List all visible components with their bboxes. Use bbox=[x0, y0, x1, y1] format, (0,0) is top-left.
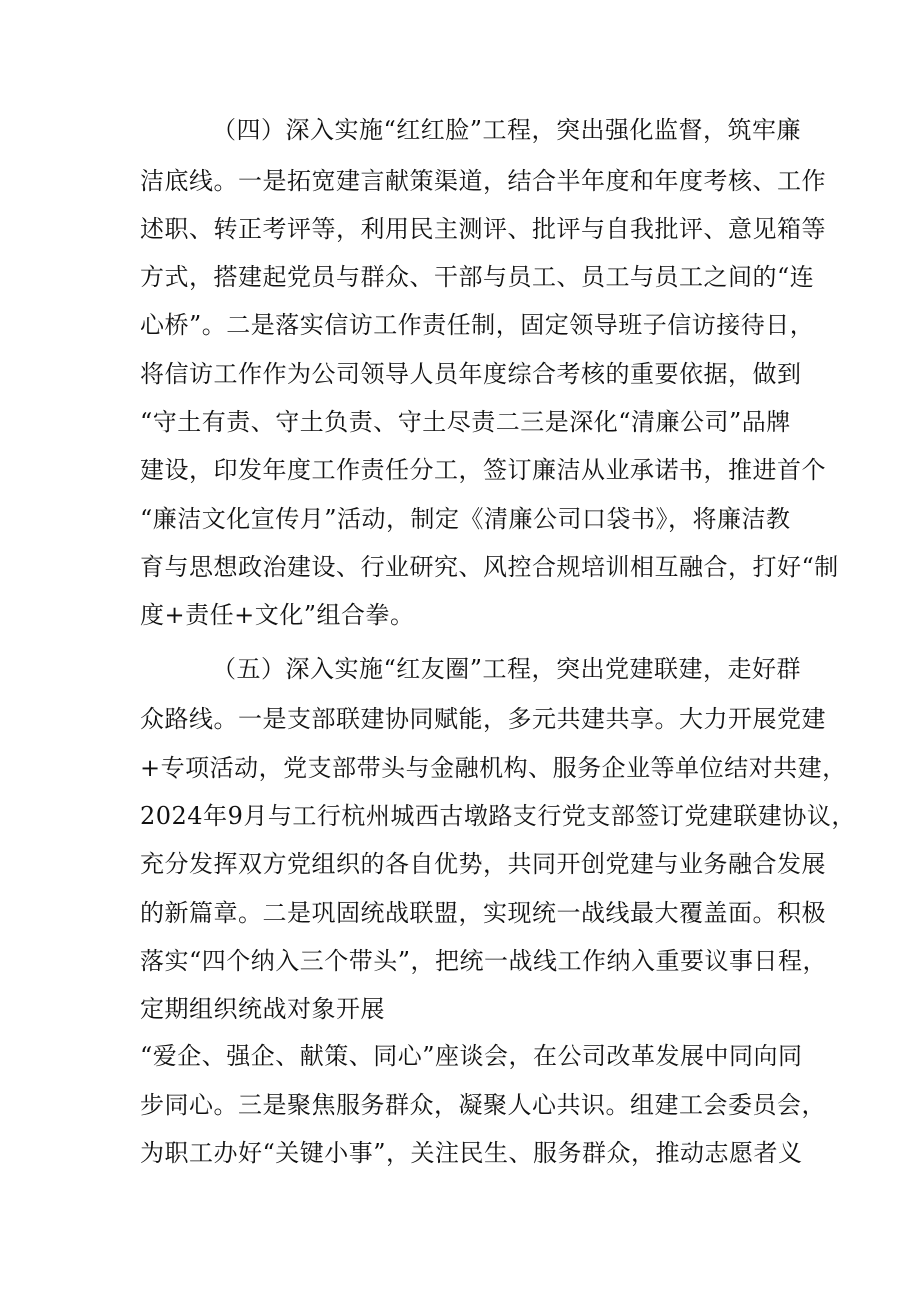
paragraph-4-line-3: 述职、转正考评等，利用民主测评、批评与自我批评、意见箱等 bbox=[140, 215, 826, 243]
paragraph-4-line-7: “守土有责、守土负责、守土尽责二三是深化“清廉公司”品牌 bbox=[140, 408, 791, 436]
paragraph-4-line-6: 将信访工作作为公司领导人员年度综合考核的重要依据，做到 bbox=[140, 360, 802, 388]
paragraph-5-line-2: 众路线。一是支部联建协同赋能，多元共建共享。大力开展党建 bbox=[140, 705, 826, 733]
paragraph-4-line-9: “廉洁文化宣传月”活动，制定《清廉公司口袋书》，将廉洁教 bbox=[140, 505, 791, 533]
paragraph-5-line-4: 2024年9月与工行杭州城西古墩路支行党支部签订党建联建协议， bbox=[140, 802, 856, 830]
paragraph-5-line-8: 定期组织统战对象开展 bbox=[140, 995, 385, 1023]
paragraph-4-line-11: 度+责任+文化”组合拳。 bbox=[140, 601, 415, 629]
paragraph-4-line-8: 建设，印发年度工作责任分工，签订廉洁从业承诺书，推进首个 bbox=[140, 456, 826, 484]
paragraph-5-line-3: +专项活动，党支部带头与金融机构、服务企业等单位结对共建， bbox=[140, 754, 847, 782]
paragraph-4-line-2: 洁底线。一是拓宽建言献策渠道，结合半年度和年度考核、工作 bbox=[140, 167, 826, 195]
paragraph-4-line-4: 方式，搭建起党员与群众、干部与员工、员工与员工之间的“连 bbox=[140, 263, 815, 291]
paragraph-4-line-10: 育与思想政治建设、行业研究、风控合规培训相互融合，打好“制 bbox=[140, 553, 839, 581]
paragraph-4-line-1: （四）深入实施“红红脸”工程，突出强化监督，筑牢廉 bbox=[212, 116, 802, 144]
paragraph-5-line-9: “爱企、强企、献策、同心”座谈会，在公司改革发展中同向同 bbox=[140, 1042, 803, 1070]
paragraph-5-line-7: 落实“四个纳入三个带头”，把统一战线工作纳入重要议事日程， bbox=[140, 947, 828, 975]
paragraph-5-line-5: 充分发挥双方党组织的各自优势，共同开创党建与业务融合发展 bbox=[140, 850, 826, 878]
paragraph-5-line-11: 为职工办好“关键小事”，关注民生、服务群众，推动志愿者义 bbox=[140, 1139, 803, 1167]
paragraph-5-line-1: （五）深入实施“红友圈”工程，突出党建联建，走好群 bbox=[212, 655, 802, 683]
paragraph-5-line-6: 的新篇章。二是巩固统战联盟，实现统一战线最大覆盖面。积极 bbox=[140, 899, 826, 927]
paragraph-5-line-10: 步同心。三是聚焦服务群众，凝聚人心共识。组建工会委员会， bbox=[140, 1091, 826, 1119]
paragraph-4-line-5: 心桥”。二是落实信访工作责任制，固定领导班子信访接待日， bbox=[140, 311, 815, 339]
